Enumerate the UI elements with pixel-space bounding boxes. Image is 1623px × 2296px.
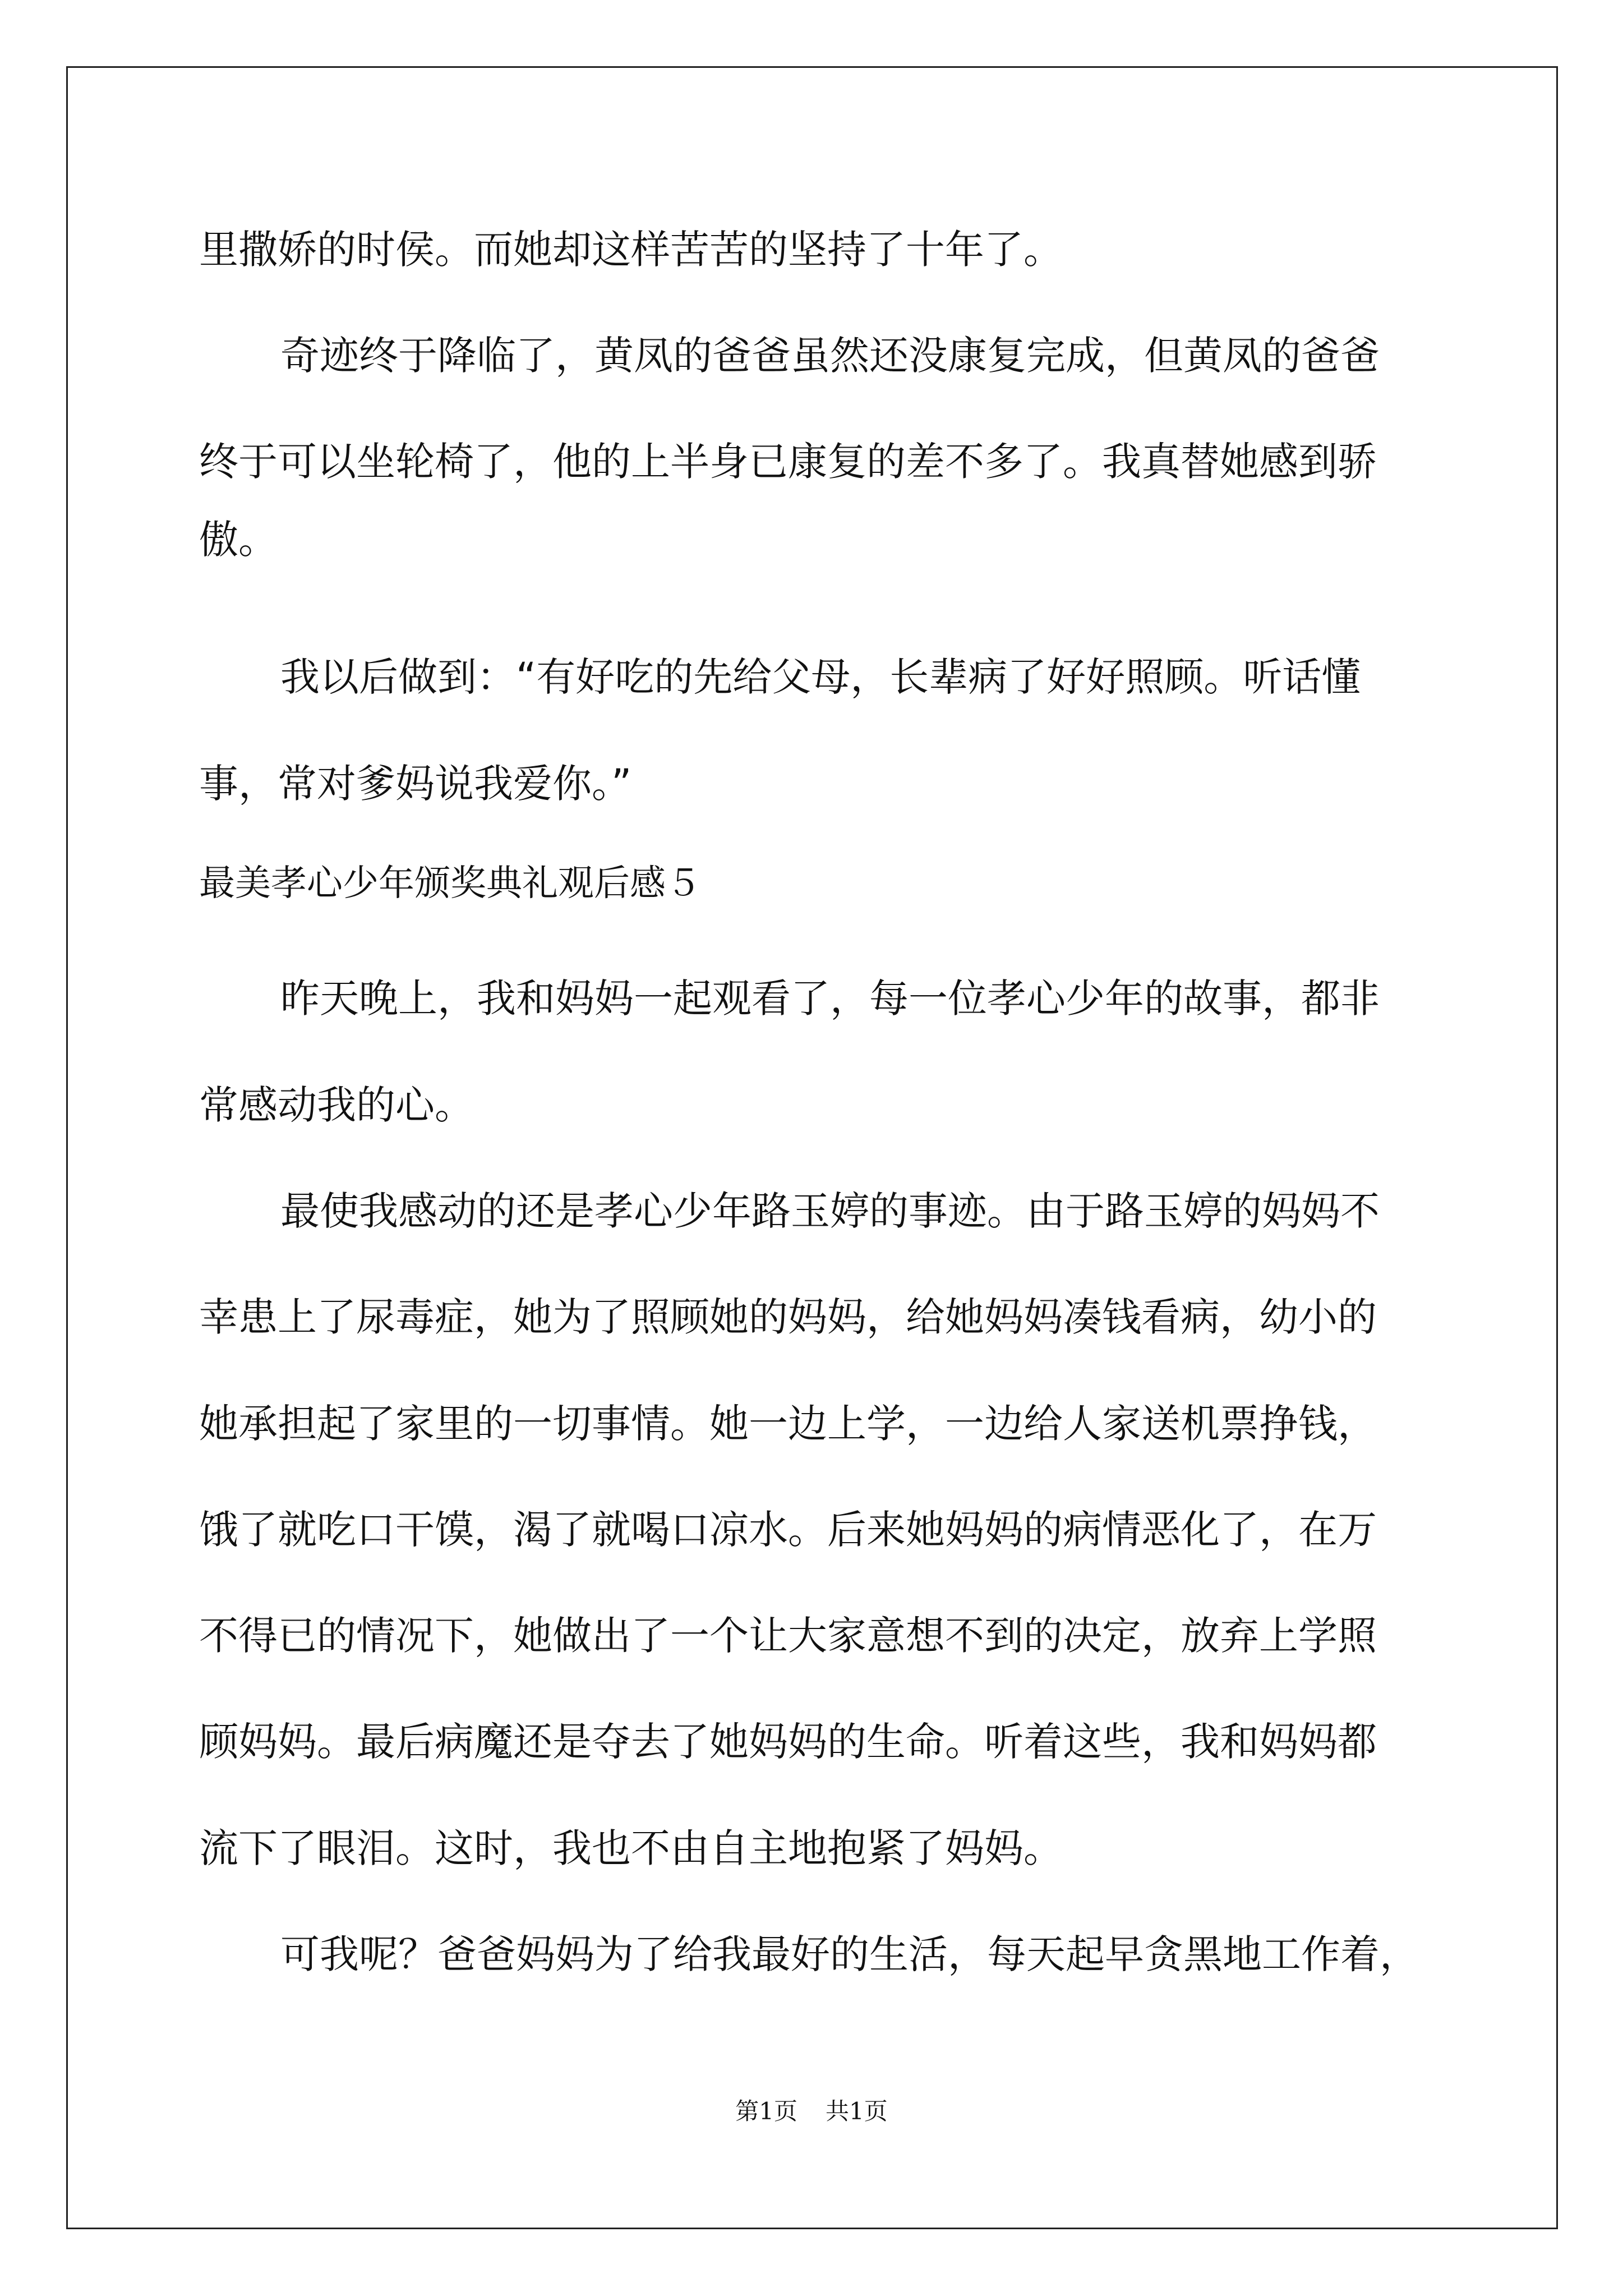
page-total: 共1页 (826, 2097, 888, 2125)
text-line-15: 顾妈妈。最后病魔还是夺去了她妈妈的生命。听着这些，我和妈妈都 (199, 1719, 1377, 1765)
paragraph-start-line: 昨天晚上，我和妈妈一起观看了，每一位孝心少年的故事，都非 (280, 976, 1380, 1022)
page-number: 第1页 (735, 2097, 797, 2125)
section-heading: 最美孝心少年颁奖典礼观后感５ (199, 863, 702, 904)
paragraph-start-line: 奇迹终于降临了，黄凤的爸爸虽然还没康复完成，但黄凤的爸爸 (280, 333, 1380, 379)
text-line-6: 事，常对爹妈说我爱你。” (199, 761, 632, 807)
page-footer (0, 2095, 1623, 2128)
paragraph-start-line: 我以后做到：“有好吃的先给父母，长辈病了好好照顾。听话懂 (280, 654, 1361, 700)
text-line-14: 不得已的情况下，她做出了一个让大家意想不到的决定，放弃上学照 (199, 1613, 1377, 1659)
text-line-16: 流下了眼泪。这时，我也不由自主地抱紧了妈妈。 (199, 1825, 1063, 1871)
text-line-11: 幸患上了尿毒症，她为了照顾她的妈妈，给她妈妈凑钱看病，幼小的 (199, 1294, 1377, 1340)
paragraph-start-line: 可我呢？爸爸妈妈为了给我最好的生活，每天起早贪黑地工作着， (280, 1931, 1419, 1977)
text-line-9: 常感动我的心。 (199, 1082, 474, 1128)
text-line-1: 里撒娇的时侯。而她却这样苦苦的坚持了十年了。 (199, 227, 1063, 273)
page-border (66, 66, 1558, 2229)
text-line-12: 她承担起了家里的一切事情。她一边上学，一边给人家送机票挣钱， (199, 1401, 1377, 1447)
text-line-13: 饿了就吃口干馍，渴了就喝口凉水。后来她妈妈的病情恶化了，在万 (199, 1507, 1377, 1553)
text-line-3: 终于可以坐轮椅了，他的上半身已康复的差不多了。我真替她感到骄 (199, 439, 1377, 485)
paragraph-start-line: 最使我感动的还是孝心少年路玉婷的事迹。由于路玉婷的妈妈不 (280, 1188, 1380, 1234)
text-line-4: 傲。 (199, 517, 278, 563)
